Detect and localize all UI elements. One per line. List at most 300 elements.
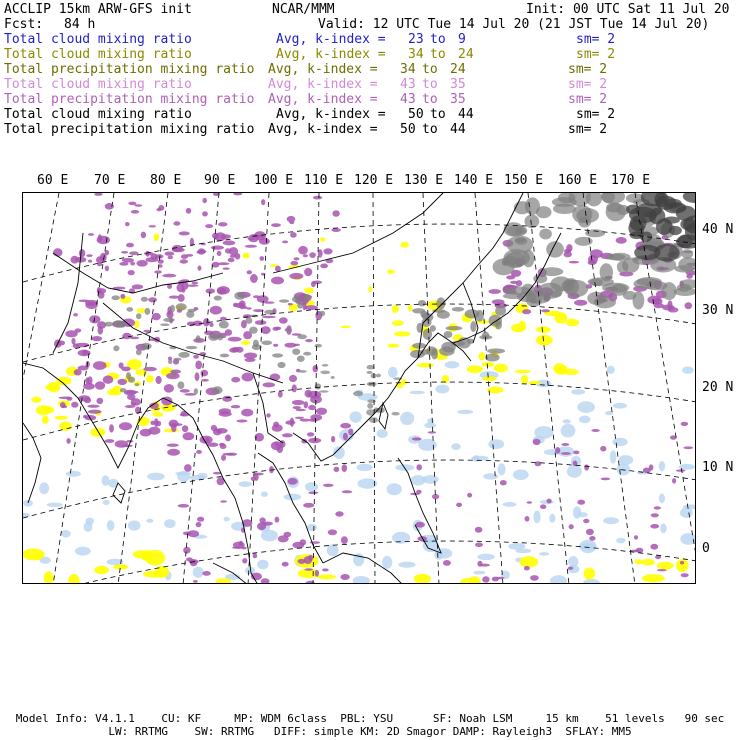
field-cell xyxy=(253,553,258,558)
field-cell xyxy=(320,371,330,375)
field-cell xyxy=(340,423,351,429)
field-k-to: 44 xyxy=(450,122,466,137)
field-cell xyxy=(263,382,276,387)
map-canvas xyxy=(23,193,696,584)
field-cell xyxy=(473,571,485,575)
field-cell xyxy=(392,320,404,326)
field-cell xyxy=(193,355,199,359)
field-cell xyxy=(289,273,303,279)
field-cell xyxy=(508,543,525,550)
field-cell xyxy=(553,363,565,374)
field-cell xyxy=(217,286,230,294)
field-cell xyxy=(152,412,163,417)
field-cell xyxy=(90,428,105,437)
field-cell xyxy=(230,255,237,258)
field-cell xyxy=(105,266,109,272)
field-cell xyxy=(304,294,309,301)
field-smooth: sm= 2 xyxy=(576,107,616,122)
field-cell xyxy=(566,244,572,252)
field-cell xyxy=(539,229,552,240)
field-cell xyxy=(308,438,321,443)
longitude-label: 80 E xyxy=(150,173,182,188)
field-cell xyxy=(382,556,392,569)
field-cell xyxy=(578,512,588,517)
field-cell xyxy=(515,237,527,245)
field-cell xyxy=(221,455,226,461)
field-cell xyxy=(289,375,297,382)
field-cell xyxy=(130,262,135,266)
field-cell xyxy=(555,447,560,454)
field-cell xyxy=(297,356,305,362)
field-cell xyxy=(197,517,204,522)
field-cell xyxy=(387,344,399,348)
field-name: Total precipitation mixing ratio xyxy=(4,92,255,107)
field-cell xyxy=(236,420,247,423)
field-smooth: sm= 2 xyxy=(568,92,608,107)
latitude-label: 30 N xyxy=(702,303,734,318)
field-cell xyxy=(657,562,674,570)
field-cell xyxy=(263,522,273,526)
field-cell xyxy=(569,524,574,529)
center-title: NCAR/MMM xyxy=(272,2,335,17)
field-cell xyxy=(444,331,453,338)
field-cell xyxy=(292,296,303,303)
field-cell xyxy=(387,269,395,274)
field-cell xyxy=(418,439,437,451)
field-cell xyxy=(289,221,294,224)
longitude-label: 130 E xyxy=(404,173,444,188)
field-cell xyxy=(294,257,300,260)
field-cell xyxy=(561,452,571,455)
longitude-label: 120 E xyxy=(354,173,394,188)
field-cell xyxy=(320,237,326,241)
field-cell xyxy=(416,464,422,470)
field-cell xyxy=(561,443,569,446)
field-cell xyxy=(223,240,236,245)
field-cell xyxy=(141,343,152,350)
field-cell xyxy=(205,224,213,228)
field-cell xyxy=(92,336,103,341)
field-cell xyxy=(428,431,436,433)
field-cell xyxy=(103,500,110,505)
field-cell xyxy=(167,449,180,456)
field-cell xyxy=(642,559,655,566)
field-cell xyxy=(418,300,426,306)
field-cell xyxy=(394,331,410,336)
field-k-to-word: to xyxy=(430,32,446,47)
field-cell xyxy=(135,383,139,386)
field-cell xyxy=(195,361,202,370)
field-cell xyxy=(78,300,89,303)
field-smooth: sm= 2 xyxy=(576,47,616,62)
field-cell xyxy=(663,217,679,224)
field-cell xyxy=(44,571,54,584)
field-cell xyxy=(335,511,343,516)
field-cell xyxy=(683,446,693,449)
field-k-to-word: to xyxy=(422,62,438,77)
field-cell xyxy=(313,196,322,200)
field-cell xyxy=(121,251,128,254)
field-cell xyxy=(573,451,579,455)
field-cell xyxy=(173,221,180,225)
longitude-label: 150 E xyxy=(504,173,544,188)
longitude-label: 60 E xyxy=(37,173,69,188)
field-cell xyxy=(366,371,372,374)
field-cell xyxy=(310,541,320,544)
field-cell xyxy=(305,482,318,492)
field-cell xyxy=(167,444,179,447)
field-cell xyxy=(583,519,589,523)
valid-time: Valid: 12 UTC Tue 14 Jul 20 (21 JST Tue 14 Jul 20) xyxy=(318,17,710,32)
field-cell xyxy=(261,199,265,205)
field-cell xyxy=(154,233,160,241)
field-cell xyxy=(495,306,506,316)
field-k-to: 35 xyxy=(450,92,466,107)
field-cell xyxy=(376,374,381,378)
field-cell xyxy=(521,375,528,384)
field-cell xyxy=(85,302,97,309)
field-cell xyxy=(332,210,339,217)
field-k-from: 50 xyxy=(408,107,424,122)
field-cell xyxy=(113,320,124,327)
field-k-to-word: to xyxy=(422,92,438,107)
field-k-from: 34 xyxy=(400,62,416,77)
field-cell xyxy=(145,308,151,315)
field-cell xyxy=(196,335,201,342)
field-cell xyxy=(309,419,318,422)
field-cell xyxy=(633,291,645,309)
field-cell xyxy=(84,397,91,403)
field-cell xyxy=(55,416,68,420)
field-cell xyxy=(130,337,139,340)
field-k-to-word: to xyxy=(430,107,446,122)
field-cell xyxy=(235,303,245,308)
field-cell xyxy=(489,289,501,294)
longitude-line xyxy=(373,193,375,584)
field-cell xyxy=(95,381,105,390)
field-cell xyxy=(482,362,495,367)
field-cell xyxy=(634,535,638,539)
field-avg-label: Avg, k-index = xyxy=(268,77,378,92)
field-cell xyxy=(86,254,92,257)
field-cell xyxy=(23,500,33,507)
field-cell xyxy=(415,522,425,528)
field-cell xyxy=(536,335,553,346)
field-cell xyxy=(322,568,329,571)
field-cell xyxy=(128,377,135,383)
field-cell xyxy=(290,261,298,265)
precip-layer-purple xyxy=(53,193,696,584)
field-cell xyxy=(47,503,63,507)
field-cell xyxy=(416,490,422,494)
field-cell xyxy=(649,464,654,470)
field-cell xyxy=(112,295,120,300)
field-cell xyxy=(241,340,250,345)
field-cell xyxy=(400,412,414,425)
field-cell xyxy=(353,391,363,396)
field-cell xyxy=(683,193,696,203)
field-cell xyxy=(107,520,115,531)
field-cell xyxy=(266,413,270,417)
field-cell xyxy=(482,376,497,381)
field-cell xyxy=(298,246,308,255)
field-cell xyxy=(233,193,242,195)
field-cell xyxy=(300,419,311,422)
field-k-to: 24 xyxy=(450,62,466,77)
field-cell xyxy=(475,543,483,548)
field-cell xyxy=(584,464,589,470)
field-k-from: 43 xyxy=(400,92,416,107)
field-cell xyxy=(136,260,147,267)
field-cell xyxy=(93,361,107,370)
field-cell xyxy=(212,262,220,268)
field-cell xyxy=(341,326,351,329)
field-cell xyxy=(170,305,175,313)
field-cell xyxy=(104,322,113,327)
field-cell xyxy=(323,484,334,487)
field-cell xyxy=(298,559,306,564)
field-cell xyxy=(273,327,279,331)
field-cell xyxy=(62,405,67,408)
field-cell xyxy=(71,402,78,408)
field-cell xyxy=(188,530,200,537)
field-cell xyxy=(279,317,288,323)
field-cell xyxy=(134,204,142,207)
field-cell xyxy=(146,251,150,257)
field-cell xyxy=(446,326,463,330)
field-cell xyxy=(312,281,322,285)
field-cell xyxy=(331,436,335,442)
field-cell xyxy=(257,560,268,570)
field-cell xyxy=(445,361,460,368)
field-cell xyxy=(527,501,533,504)
field-cell xyxy=(494,364,508,373)
field-cell xyxy=(206,288,215,293)
field-cell xyxy=(88,260,92,263)
field-cell xyxy=(315,570,319,577)
field-cell xyxy=(168,256,174,259)
field-cell xyxy=(676,469,686,471)
field-cell xyxy=(141,232,146,239)
field-cell xyxy=(141,297,148,302)
field-cell xyxy=(245,317,252,324)
field-name: Total cloud mixing ratio xyxy=(4,47,192,62)
field-cell xyxy=(250,274,258,283)
field-cell xyxy=(196,450,202,454)
field-cell xyxy=(295,417,304,419)
field-cell xyxy=(257,295,269,303)
field-cell xyxy=(97,263,102,266)
field-cell xyxy=(128,520,141,530)
field-cell xyxy=(219,443,225,446)
field-cell xyxy=(220,500,227,503)
field-cell xyxy=(412,308,425,313)
longitude-label: 170 E xyxy=(611,173,651,188)
field-cell xyxy=(473,455,479,462)
field-cell xyxy=(657,569,667,571)
field-cell xyxy=(637,277,662,286)
field-smooth: sm= 2 xyxy=(568,62,608,77)
field-cell xyxy=(331,376,335,379)
field-cell xyxy=(668,307,679,312)
field-cell xyxy=(579,540,596,553)
field-cell xyxy=(231,377,240,383)
field-cell xyxy=(214,296,222,301)
field-cell xyxy=(113,345,119,351)
field-cell xyxy=(109,424,114,432)
field-cell xyxy=(525,197,540,215)
field-cell xyxy=(224,517,230,522)
field-cell xyxy=(82,350,88,356)
field-cell xyxy=(291,583,296,584)
field-cell xyxy=(452,307,464,312)
field-cell xyxy=(503,502,517,507)
field-cell xyxy=(261,492,268,497)
field-cell xyxy=(305,339,313,342)
field-cell xyxy=(636,548,644,553)
field-cell xyxy=(341,536,348,544)
field-cell xyxy=(117,379,127,385)
field-cell xyxy=(222,396,232,402)
field-cell xyxy=(241,409,253,417)
field-cell xyxy=(547,499,552,504)
field-cell xyxy=(288,478,298,485)
field-cell xyxy=(143,330,150,333)
map-panel xyxy=(22,192,696,584)
field-cell xyxy=(231,405,241,408)
field-cell xyxy=(219,408,231,414)
field-cell xyxy=(318,249,323,257)
field-k-to: 9 xyxy=(458,32,466,47)
field-cell xyxy=(293,406,301,409)
field-cell xyxy=(39,482,49,494)
field-cell xyxy=(252,344,262,350)
field-cell xyxy=(612,438,627,446)
field-cell xyxy=(467,365,483,373)
field-cell xyxy=(184,464,192,472)
field-cell xyxy=(480,564,490,567)
field-cell xyxy=(242,373,254,382)
field-cell xyxy=(272,353,283,357)
field-cell xyxy=(234,292,245,300)
field-avg-label: Avg, k-index = xyxy=(276,47,386,62)
field-cell xyxy=(122,445,133,448)
field-cell xyxy=(146,519,153,523)
field-cell xyxy=(97,287,101,294)
field-cell xyxy=(278,535,289,542)
field-cell xyxy=(392,305,399,313)
field-cell xyxy=(119,262,128,266)
field-cell xyxy=(357,464,373,471)
field-cell xyxy=(319,390,329,393)
field-cell xyxy=(156,208,161,211)
field-cell xyxy=(47,382,60,392)
field-cell xyxy=(315,344,322,348)
field-cell xyxy=(342,464,348,472)
field-k-to-word: to xyxy=(430,47,446,62)
field-cell xyxy=(79,249,85,257)
field-cell xyxy=(278,391,283,398)
field-cell xyxy=(86,518,94,525)
field-cell xyxy=(66,438,70,444)
field-smooth: sm= 2 xyxy=(576,32,616,47)
field-cell xyxy=(467,493,472,498)
field-cell xyxy=(88,410,102,414)
field-cell xyxy=(305,581,315,584)
field-cell xyxy=(467,339,474,344)
field-cell xyxy=(181,254,188,259)
field-cell xyxy=(201,379,209,382)
field-cell xyxy=(243,253,250,259)
field-cell xyxy=(290,232,297,238)
field-cell xyxy=(430,325,436,332)
field-cell xyxy=(23,548,45,560)
field-cell xyxy=(225,434,231,441)
field-cell xyxy=(498,463,506,475)
field-cell xyxy=(533,439,541,445)
field-cell xyxy=(607,366,615,374)
field-cell xyxy=(180,389,190,393)
field-cell xyxy=(660,523,666,533)
field-cell xyxy=(177,283,185,292)
field-k-from: 34 xyxy=(408,47,424,62)
field-cell xyxy=(427,418,434,423)
field-cell xyxy=(520,556,539,567)
field-cell xyxy=(367,365,375,370)
field-cell xyxy=(244,358,255,362)
field-cell xyxy=(576,208,599,223)
field-name: Total cloud mixing ratio xyxy=(4,107,192,122)
field-cell xyxy=(285,343,297,348)
field-cell xyxy=(88,233,94,236)
field-cell xyxy=(143,571,165,578)
field-cell xyxy=(388,367,398,378)
field-cell xyxy=(439,347,454,356)
field-cell xyxy=(686,273,693,278)
field-cell xyxy=(677,284,692,292)
field-name: Total precipitation mixing ratio xyxy=(4,122,255,137)
field-cell xyxy=(279,299,289,302)
field-cell xyxy=(292,349,300,355)
field-cell xyxy=(493,259,515,276)
field-cell xyxy=(519,321,526,331)
field-cell xyxy=(524,566,530,571)
field-cell xyxy=(292,400,304,405)
field-cell xyxy=(53,248,62,256)
field-cell xyxy=(232,547,244,549)
field-cell xyxy=(162,274,176,278)
field-cell xyxy=(103,376,114,384)
field-smooth: sm= 2 xyxy=(568,122,608,137)
field-cell xyxy=(249,327,258,334)
field-cell xyxy=(436,297,445,309)
field-cell xyxy=(571,389,585,395)
field-cell xyxy=(187,309,196,312)
field-cell xyxy=(320,264,328,269)
field-cell xyxy=(218,222,227,226)
field-cell xyxy=(422,475,438,484)
field-cell xyxy=(285,420,295,424)
field-cell xyxy=(195,372,200,381)
field-cell xyxy=(68,574,80,584)
field-cell xyxy=(120,388,127,392)
field-k-to-word: to xyxy=(422,77,438,92)
field-cell xyxy=(367,403,373,409)
model-info-line1: Model Info: V4.1.1 CU: KF MP: WDM 6class PBL: YSU SF: Noah LSM 15 km 51 levels 90 sec xyxy=(15,712,725,725)
field-cell xyxy=(193,580,198,583)
field-cell xyxy=(550,276,571,291)
field-cell xyxy=(681,249,693,259)
